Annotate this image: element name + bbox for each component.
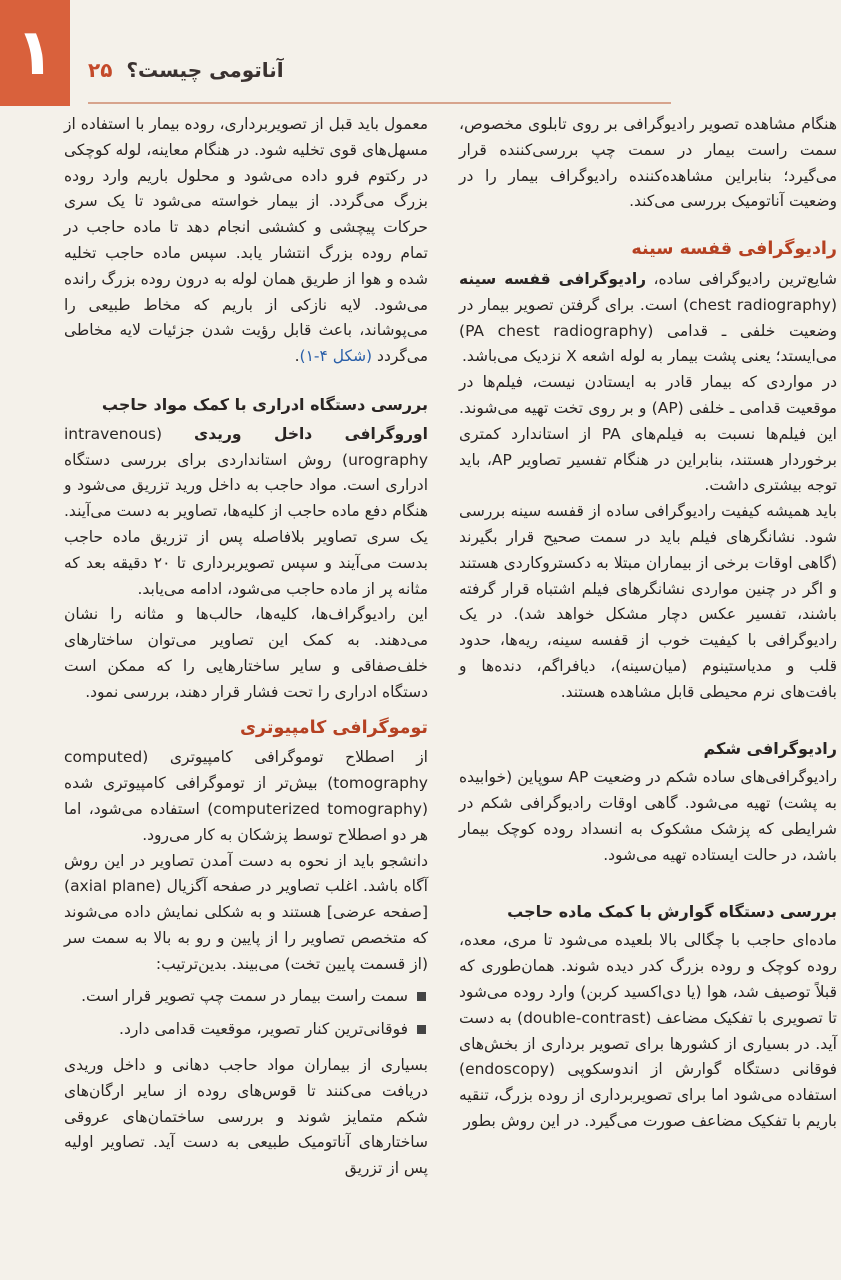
bullet-text: سمت راست بیمار در سمت چپ تصویر قرار است. — [81, 986, 408, 1005]
urography-paragraph-2: این رادیوگراف‌ها، کلیه‌ها، حالب‌ها و مثانه را نشان می‌دهند. به کمک این تصاویر می‌توان ساختارهای خلف‌صفاقی و سایر ساختارهایی را که ممکن است دستگاه ادراری را تحت فشار قرار دهند، بررسی نمود. — [64, 605, 428, 701]
intro-paragraph: هنگام مشاهده تصویر رادیوگرافی بر روی تابلوی مخصوص، سمت راست بیمار در سمت چپ بررسی‌کننده قرار می‌گیرد؛ بنابراین مشاهده‌کننده رادیوگراف بیمار را در وضعیت آناتومیک بررسی می‌کند. — [459, 115, 837, 211]
header-divider — [88, 102, 671, 104]
heading-chest-radiography: رادیوگرافی قفسه سینه — [631, 239, 837, 260]
abdomen-paragraph: رادیوگرافی‌های ساده شکم در وضعیت AP سوپاین (خوابیده به پشت) تهیه می‌شود. گاهی اوقات رادیوگرافی شکم در شرایطی که پزشک مشکوک به انسداد روده کوچک بیمار باشد، در حالت ایستاده تهیه می‌شود. — [459, 768, 837, 864]
running-header — [88, 58, 284, 82]
heading-computed-tomography: توموگرافی کامپیوتری — [239, 717, 428, 738]
figure-reference[interactable]: (شکل ۴-۱) — [299, 347, 373, 366]
text-run: معمول باید قبل از تصویربرداری، روده بیمار با استفاده از مسهل‌های قوی تخلیه شود. در هنگام معاینه، لوله کوچکی در رکتوم فرو داده می‌شود و محلول باریم وارد روده بزرگ می‌گردد. از بیمار خواسته می‌شود تا یک سری حرکات پیچشی و کششی انجام دهد تا ماده حاجب در تمام روده بزرگ انتشار یابد. سپس ماده حاجب تخلیه شده و هوا از طریق همان لوله به درون روده بزرگ رانده می‌شود. لایه نازکی از باریم که مخاط طبیعی را می‌پوشاند، باعث قابل رؤیت شدن جزئیات لایه مخاطی می‌گردد — [64, 115, 428, 366]
bold-term: رادیوگرافی قفسه سینه — [459, 269, 647, 288]
chest-paragraph-1 — [459, 267, 837, 370]
heading-gi-contrast: بررسی دستگاه گوارش با کمک ماده حاجب — [507, 901, 837, 921]
barium-paragraph — [64, 112, 428, 370]
page-header — [0, 0, 841, 108]
chest-paragraph-3: باید همیشه کیفیت رادیوگرافی ساده از قفسه سینه بررسی شود. نشانگرهای فیلم باید در سمت صحیح قرار بگیرند (گاهی اوقات برخی از بیماران مبتلا به دکستروکاردی هستند و اگر در چنین مواردی نشانگرهای فیلم اشتباه قرار گرفته باشند، تفسیر عکس دچار مشکل خواهد شد). در یک رادیوگرافی با کیفیت خوب از قفسه سینه، ریه‌ها، حدود قلب و مدیاستینوم (میان‌سینه)، دیافراگم، دنده‌ها و بافت‌های نرم محیطی قابل مشاهده هستند. — [459, 502, 837, 701]
heading-urinary-contrast: بررسی دستگاه ادراری با کمک مواد حاجب — [101, 394, 428, 414]
chest-paragraph-2: در مواردی که بیمار قادر به ایستادن نیست، فیلم‌ها در موقعیت قدامی ـ خلفی (AP) و بر روی تخت تهیه می‌شوند. این فیلم‌ها نسبت به فیلم‌های PA از استاندارد کمتری برخوردار هستند، بنابراین در هنگام تفسیر تصاویر AP، باید توجه بیشتری داشت. — [459, 373, 837, 495]
ct-paragraph-2: دانشجو باید از نحوه به دست آمدن تصاویر در این روش آگاه باشد. اغلب تصاویر در صفحه آگزیال (axial plane) [صفحه عرضی] هستند و به شکلی نمایش داده می‌شوند که متخصص تصاویر را از پایین و رو به بالا به سمت سر (از قسمت پایین تخت) می‌بیند. بدین‌ترتیب: — [64, 851, 428, 973]
chapter-number-tab: ۱ — [0, 0, 70, 106]
ct-paragraph-3: بسیاری از بیماران مواد حاجب دهانی و داخل وریدی دریافت می‌کنند تا قوس‌های روده از سایر ارگان‌های شکم متمایز شوند و بررسی ساختمان‌های عروقی ساختارهای آناتومیک طبیعی به دست آید. تصاویر اولیه پس از تزریق — [64, 1056, 428, 1178]
urography-paragraph — [64, 422, 428, 603]
list-item — [64, 1017, 428, 1043]
spacer — [459, 215, 837, 227]
gi-paragraph: ماده‌ای حاجب با چگالی بالا بلعیده می‌شود تا مری، معده، روده کوچک و روده بزرگ کدر دیده شوند. همان‌طوری که قبلاً توصیف شد، هوا (یا دی‌اکسید کربن) وارد روده می‌شود تا تصویری با تفکیک مضاعف (double-contrast) به دست آید. در بسیاری از کشورها برای تصویر برداری از بخش‌های فوقانی دستگاه گوارش از اندوسکوپی (endoscopy) استفاده می‌شود اما برای تصویربرداری از روده بزرگ، تنقیه باریم با تفکیک مضاعف صورت می‌گیرد. در این روش بطور — [459, 931, 838, 1130]
spacer — [459, 869, 837, 889]
square-bullet-icon — [417, 1025, 426, 1034]
heading-abdominal-radiography: رادیوگرافی شکم — [703, 738, 837, 758]
right-column — [459, 112, 837, 1135]
spacer — [459, 706, 837, 726]
bullet-text: فوقانی‌ترین کنار تصویر، موقعیت قدامی دارد. — [119, 1020, 408, 1039]
ct-paragraph-1: از اصطلاح توموگرافی کامپیوتری (computed tomography) بیش‌تر از توموگرافی کامپیوتری شده (computerized tomography) استفاده می‌شود، اما هر دو اصطلاح توسط پزشکان به کار می‌رود. — [64, 748, 429, 844]
list-item — [64, 984, 428, 1010]
text-run: . — [294, 347, 300, 366]
text-run: شایع‌ترین رادیوگرافی ساده، — [646, 269, 837, 288]
page-number: ۲۵ — [88, 58, 113, 82]
text-run: (chest radiography) است. برای گرفتن تصویر بیمار در وضعیت خلفی ـ قدامی (PA chest radiography) می‌ایستد؛ یعنی پشت بیمار به لوله اشعه X نزدیک می‌باشد. — [459, 295, 837, 366]
square-bullet-icon — [417, 992, 426, 1001]
left-column — [64, 112, 428, 1182]
chapter-title: آناتومی چیست؟ — [126, 58, 284, 82]
ct-bullet-list — [64, 984, 428, 1044]
bold-term: اوروگرافی داخل وریدی — [194, 424, 428, 443]
text-run: (intravenous urography) روش استانداردی برای بررسی دستگاه ادراری است. مواد حاجب به داخل ورید تزریق می‌شود و هنگام دفع ماده حاجب از کلیه‌ها، تصاویر به دست می‌آیند. یک سری تصاویر بلافاصله پس از تزریق ماده حاجب بدست می‌آیند و سپس تصویربرداری تا ۲۰ دقیقه بعد که مثانه پر از ماده حاجب می‌شود، ادامه می‌یابد. — [64, 424, 428, 598]
spacer — [64, 370, 428, 382]
